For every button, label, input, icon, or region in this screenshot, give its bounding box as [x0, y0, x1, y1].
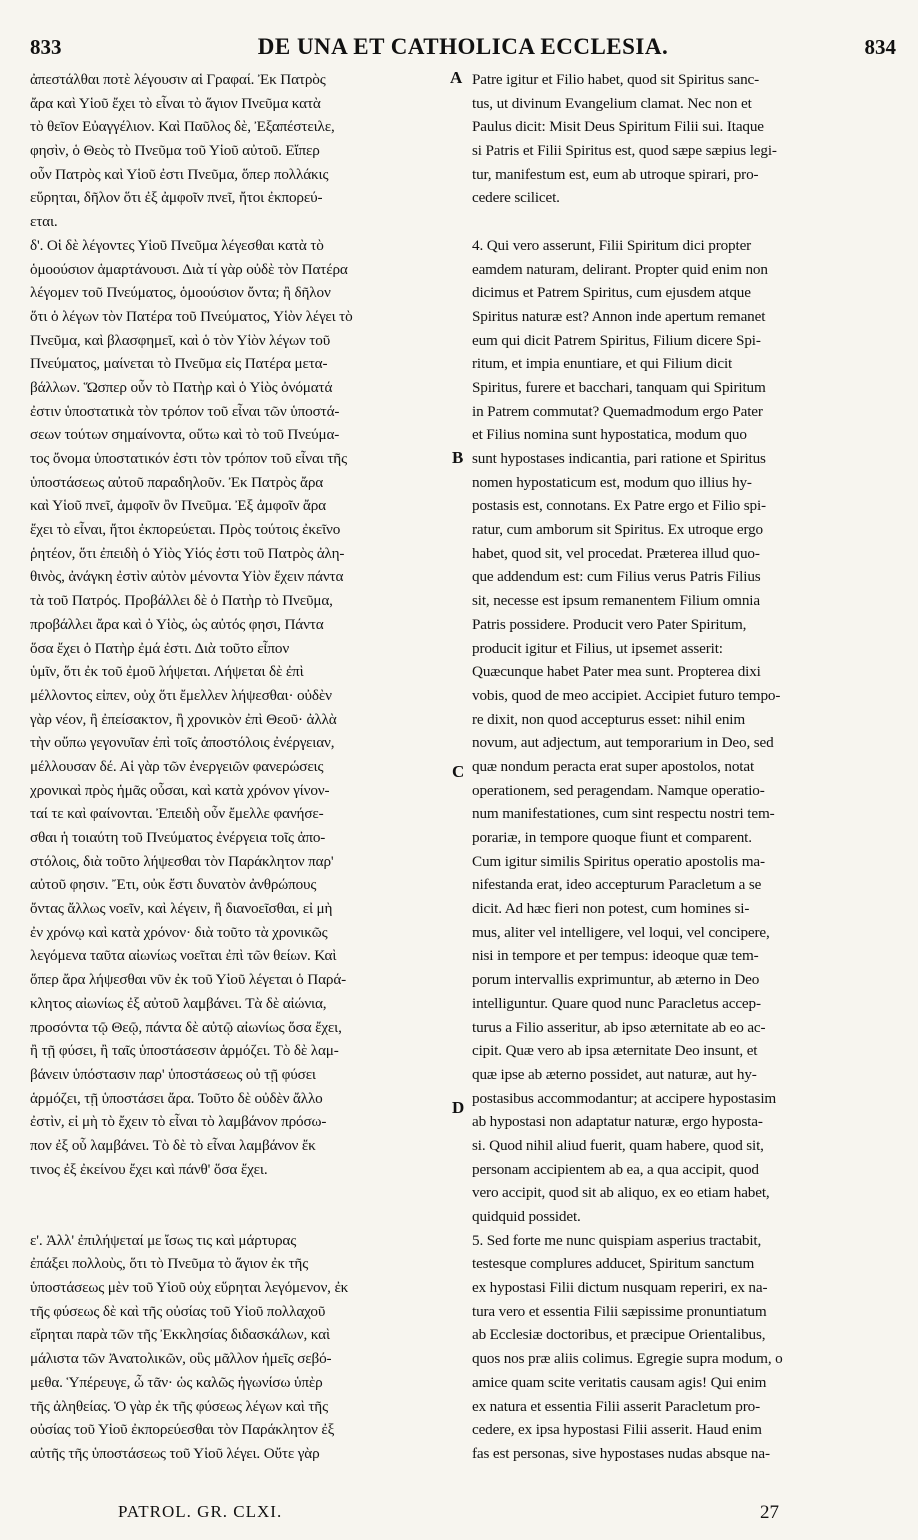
- running-title: DE UNA ET CATHOLICA ECCLESIA.: [257, 34, 669, 59]
- latin-column: [472, 68, 886, 1466]
- latin-text-line: Patris possidere. Producit vero Pater Spiritum,: [472, 615, 747, 633]
- latin-text-line: Spiritus naturæ est? Annon inde apertum remanet: [472, 307, 766, 325]
- greek-text-line: ἐπάξει πολλοὺς, ὅτι τὸ Πνεῦμα τὸ ἅγιον ἐκ τῆς: [30, 1255, 309, 1273]
- greek-text-line: ῥητέον, ὅτι ἐπειδὴ ὁ Υἱὸς Υἱός ἐστι τοῦ Πατρὸς ἀλη-: [30, 544, 345, 562]
- latin-text-line: 4. Qui vero asserunt, Filii Spiritum dici propter: [472, 236, 752, 254]
- greek-text-line: [30, 1205, 460, 1229]
- latin-text-line: Spiritus, furere et bacchari, tanquam qui Spiritum: [472, 378, 766, 396]
- greek-text-line: χρονικαὶ πρὸς ἡμᾶς οὖσαι, καὶ κατὰ χρόνον γίνον-: [30, 781, 330, 799]
- latin-text-line: fas est personas, sive hypostases nudas absque na-: [472, 1444, 770, 1462]
- latin-text-line: 5. Sed forte me nunc quispiam asperius tractabit,: [472, 1231, 762, 1249]
- greek-text-line: μέλλουσαν δέ. Αἱ γὰρ τῶν ἐνεργειῶν φανερώσεις: [30, 757, 324, 775]
- greek-text-line: αὐτῆς τῆς ὑποστάσεως τοῦ Υἱοῦ λέγει. Οὔτε γὰρ: [30, 1444, 320, 1462]
- greek-text-line: λεγόμενα ταῦτα αἰωνίως νοεῖται ἐπὶ τῶν θείων. Καὶ: [30, 947, 337, 965]
- greek-column: [30, 68, 463, 1466]
- greek-text-line: τινος ἐξ ἐκείνου ἔχει καὶ πάνθ' ὅσα ἔχει.: [30, 1160, 268, 1178]
- greek-text-line: κλητος αἰωνίως ἐξ αὐτοῦ λαμβάνει. Τὰ δὲ αἰώνια,: [30, 994, 327, 1012]
- latin-text-line: vero accipit, quod sit ab aliquo, ex eo etiam habet,: [472, 1184, 770, 1202]
- greek-text-line: δ'. Οἱ δὲ λέγοντες Υἱοῦ Πνεῦμα λέγεσθαι κατὰ τὸ: [30, 236, 324, 254]
- latin-text-line: cedere, ex ipsa hypostasi Filii asserit. Haud enim: [472, 1421, 762, 1439]
- greek-text-line: τὸ θεῖον Εὐαγγέλιον. Καὶ Παῦλος δὲ, Ἐξαπέστειλε,: [30, 118, 335, 136]
- printer-signature: PATROL. GR. CLXI.: [118, 1502, 283, 1521]
- greek-text-line: σεων τούτων σημαίνοντα, οὕτω καὶ τὸ τοῦ Πνεύμα-: [30, 426, 340, 444]
- greek-text-line: οὖν Πατρὸς καὶ Υἱοῦ ἐστι Πνεῦμα, ὅπερ πολλάκις: [30, 165, 329, 183]
- greek-text-line: εται.: [30, 213, 58, 231]
- greek-text-line: στόλοις, διὰ τοῦτο λήψεσθαι τὸν Παράκλητον παρ': [30, 852, 334, 870]
- latin-text-line: que addendum est: cum Filius verus Patris Filius: [472, 568, 761, 586]
- greek-text-line: ὅτι ὁ λέγων τὸν Πατέρα τοῦ Πνεύματος, Υἱὸν λέγει τὸ: [30, 307, 353, 325]
- greek-text-line: μεθα. Ὑπέρευγε, ὦ τᾶν· ὡς καλῶς ἠγωνίσω ὑπὲρ: [30, 1373, 323, 1391]
- greek-text-line: ἐστὶν, εἰ μὴ τὸ ἔχειν τὸ εἶναι τὸ λαμβάνον πρόσω-: [30, 1113, 327, 1131]
- latin-text-line: nifestanda erat, ideo accepturum Paracletum a se: [472, 876, 762, 894]
- latin-text-line: sit, necesse est ipsum remanentem Filium omnia: [472, 592, 760, 610]
- greek-text-line: ἔχει τὸ εἶναι, ἤτοι ἐκπορεύεται. Πρὸς τούτοις ἐκεῖνο: [30, 521, 341, 539]
- latin-text-line: si Patris et Filii Spiritus est, quod sæpe sæpius legi-: [472, 142, 777, 160]
- latin-text-line: num manifestationes, cum sint respectu nostri tem-: [472, 805, 775, 823]
- greek-text-line: αὐτοῦ φησιν. Ἔτι, οὐκ ἔστι δυνατὸν ἀνθρώπους: [30, 876, 317, 894]
- margin-marker-c: C: [452, 762, 465, 781]
- greek-text-line: ἢ τῇ φύσει, ἢ ταῖς ὑποστάσεσιν ἁρμόζει. Τὸ δὲ λαμ-: [30, 1042, 339, 1060]
- latin-text-line: ratur, cum amborum sit Spiritus. Ex utroque ergo: [472, 521, 763, 539]
- latin-text-line: novum, aut adjectum, aut temporarium in Deo, sed: [472, 734, 774, 752]
- greek-text-line: ὑποστάσεως αὐτοῦ παραδηλοῦν. Ἐκ Πατρὸς ἄρα: [30, 473, 324, 491]
- greek-text-line: Πνεῦμα, καὶ βλασφημεῖ, καὶ ὁ τὸν Υἱὸν λέγων τοῦ: [30, 331, 331, 349]
- latin-text-line: quidquid possidet.: [472, 1208, 581, 1225]
- greek-text-line: βάνειν ὑπόστασιν παρ' ὑποστάσεως οὐ τῇ φύσει: [30, 1065, 316, 1083]
- greek-text-line: ὁμοούσιον ἁμαρτάνουσι. Διὰ τί γὰρ οὐδὲ τὸν Πατέρα: [30, 260, 348, 278]
- greek-text-line: ἐν χρόνῳ καὶ κατὰ χρόνον· διὰ τοῦτο τὰ χρονικῶς: [30, 923, 328, 941]
- greek-text-line: τὴν οὔπω γεγονυῖαν ἐπὶ τοῖς ἀποστόλοις ἐνέργειαν,: [30, 734, 335, 752]
- latin-text-line: quæ nondum peracta erat super apostolos, notat: [472, 757, 755, 775]
- greek-text-line: [30, 1181, 460, 1205]
- latin-text-line: producit igitur et Filius, ut ipsemet asserit:: [472, 639, 723, 657]
- greek-text-line: εὕρηται, δῆλον ὅτι ἐξ ἀμφοῖν πνεῖ, ἤτοι ἐκπορεύ-: [30, 189, 323, 207]
- page-header: [30, 30, 896, 64]
- latin-text-line: nomen hypostaticum est, modum quo illius hy-: [472, 473, 752, 491]
- latin-text-line: sunt hypostases indicantia, pari ratione et Spiritus: [472, 450, 766, 467]
- greek-text-line: φησὶν, ὁ Θεὸς τὸ Πνεῦμα τοῦ Υἱοῦ αὐτοῦ. Εἴπερ: [30, 142, 320, 160]
- latin-text-line: ab hypostasi non adaptatur naturæ, ergo hyposta-: [472, 1113, 763, 1131]
- latin-text-line: nisi in tempore et per tempus: ideoque quæ tem-: [472, 947, 759, 965]
- latin-text-line: si. Quod nihil aliud fuerit, quam habere, quod sit,: [472, 1136, 764, 1154]
- latin-text-line: operationem, sed peragendam. Namque operatio-: [472, 781, 765, 799]
- latin-text-line: Paulus dicit: Misit Deus Spiritum Filii sui. Itaque: [472, 118, 764, 136]
- latin-text-line: ex hypostasi Filii dictum nusquam reperiri, ex na-: [472, 1279, 768, 1297]
- latin-text-line: habet, quod sit, vel procedat. Præterea illud quo-: [472, 544, 760, 562]
- latin-text-line: quæ ipse ab æterno possidet, aut naturæ, aut hy-: [472, 1065, 757, 1083]
- latin-text-line: cedere scilicet.: [472, 189, 560, 207]
- latin-text-line: et Filius nomina sunt hypostatica, modum quo: [472, 426, 747, 444]
- latin-text-line: dicimus et Patrem Spiritus, cum ejusdem atque: [472, 284, 751, 302]
- greek-text-line: ὑποστάσεως μὲν τοῦ Υἱοῦ οὐχ εὕρηται λεγόμενον, ἐκ: [30, 1279, 349, 1297]
- greek-text-line: εἴρηται παρὰ τῶν τῆς Ἐκκλησίας διδασκάλων, καὶ: [30, 1326, 330, 1344]
- latin-text-line: Patre igitur et Filio habet, quod sit Spiritus sanc-: [472, 71, 760, 88]
- latin-text-line: porariæ, in tempore quoque fiunt et comparent.: [472, 829, 752, 846]
- greek-text-line: ἄρα καὶ Υἱοῦ ἔχει τὸ εἶναι τὸ ἅγιον Πνεῦμα κατὰ: [30, 94, 321, 112]
- latin-text-line: Quæcunque habet Pater mea sunt. Propterea dixi: [472, 663, 761, 681]
- latin-text-line: postasis est, connotans. Ex Patre ergo et Filio spi-: [472, 497, 766, 515]
- greek-text-line: ἁρμόζει, τῇ ὑποστάσει ἄρα. Τοῦτο δὲ οὐδὲν ἄλλο: [30, 1089, 323, 1107]
- latin-text-line: ritum, et impia enuntiare, et qui Filium dicit: [472, 355, 733, 373]
- greek-text-line: σθαι ἡ τοιαύτη τοῦ Πνεύματος ἐνέργεια τοῖς ἀπο-: [30, 829, 326, 846]
- latin-text-line: intelliguntur. Quare quod nunc Paracletus accep-: [472, 994, 761, 1012]
- greek-text-line: θινὸς, ἀνάγκη ἐστὶν αὐτὸν μένοντα Υἱὸν ἔχειν πάντα: [30, 568, 344, 586]
- latin-text-line: Cum igitur similis Spiritus operatio apostolis ma-: [472, 852, 765, 870]
- greek-text-line: καὶ Υἱοῦ πνεῖ, ἀμφοῖν ὂν Πνεῦμα. Ἐξ ἀμφοῖν ἄρα: [30, 497, 326, 515]
- greek-text-line: λέγομεν τοῦ Πνεύματος, ὁμοούσιον ὄντα; ἢ δῆλον: [30, 284, 331, 302]
- greek-text-line: ταί τε καὶ φαίνονται. Ἐπειδὴ οὖν ἔμελλε φανήσε-: [30, 805, 324, 823]
- latin-text-line: testesque complures adducet, Spiritum sanctum: [472, 1255, 755, 1273]
- greek-text-line: ἐστιν ὑποστατικὰ τὸν τρόπον τοῦ εἶναι τῶν ὑποστά-: [30, 402, 340, 420]
- greek-text-line: ἀπεστάλθαι ποτὲ λέγουσιν αἱ Γραφαί. Ἐκ Πατρὸς: [30, 71, 326, 88]
- latin-text-line: dicit. Ad hæc fieri non potest, cum homines si-: [472, 900, 750, 918]
- greek-text-line: προσόντα τῷ Θεῷ, πάντα δὲ αὐτῷ αἰωνίως ὅσα ἔχει,: [30, 1018, 342, 1036]
- latin-text-line: tura vero et essentia Filii sæpissime pronuntiatum: [472, 1302, 767, 1320]
- greek-text-line: τῆς ἀληθείας. Ὁ γὰρ ἐκ τῆς φύσεως λέγων καὶ τῆς: [30, 1397, 328, 1415]
- greek-text-line: πον ἐξ οὗ λαμβάνει. Τὸ δὲ τὸ εἶναι λαμβάνον ἔκ: [30, 1136, 316, 1154]
- greek-text-line: τος ὄνομα ὑποστατικόν ἐστι τὸν τρόπον τοῦ εἶναι τῆς: [30, 450, 347, 467]
- latin-text-line: ex natura et essentia Filii asserit Paracletum pro-: [472, 1397, 760, 1415]
- latin-text-line: eum qui dicit Patrem Spiritus, Filium dicere Spi-: [472, 331, 761, 349]
- latin-text-line: in Patrem commutat? Quemadmodum ergo Pater: [472, 402, 763, 420]
- greek-text-line: οὐσίας τοῦ Υἱοῦ ἐκπορεύεσθαι τὸν Παράκλητον ἐξ: [30, 1421, 335, 1439]
- latin-text-line: quos nos præ aliis colimus. Egregie supra modum, o: [472, 1350, 783, 1368]
- sheet-number: 27: [760, 1502, 779, 1523]
- latin-text-line: porum intervallis exprimuntur, ab æterno in Deo: [472, 971, 760, 989]
- greek-text-line: μέλλοντος εἰπεν, οὐχ ὅτι ἔμελλεν λήψεσθαι· οὐδὲν: [30, 686, 332, 704]
- latin-text-line: tur, manifestum est, eum ab utroque spirari, pro-: [472, 165, 759, 183]
- page-number-left: 833: [30, 34, 62, 59]
- latin-text-line: mus, aliter vel intelligere, vel loqui, vel concipere,: [472, 923, 770, 941]
- latin-text-line: vobis, quod de meo accipiet. Accipiet futuro tempo-: [472, 686, 781, 704]
- latin-text-line: cipit. Quæ vero ab ipsa æternitate Deo insunt, et: [472, 1042, 758, 1060]
- margin-marker-a: A: [450, 68, 463, 87]
- greek-text-line: τὰ τοῦ Πατρός. Προβάλλει δὲ ὁ Πατὴρ τὸ Πνεῦμα,: [30, 592, 333, 610]
- margin-marker-b: B: [452, 448, 464, 467]
- latin-text-line: personam accipientem ab ea, a qua accipit, quod: [472, 1160, 759, 1178]
- greek-text-line: ὅσα ἔχει ὁ Πατὴρ ἐμά ἐστι. Διὰ τοῦτο εἶπον: [30, 639, 290, 657]
- latin-text-line: re dixit, non quod accepturus esset: nihil enim: [472, 710, 746, 728]
- latin-text-line: [472, 210, 886, 234]
- greek-text-line: βάλλων. Ὥσπερ οὖν τὸ Πατὴρ καὶ ὁ Υἱὸς ὀνόματά: [30, 378, 333, 396]
- greek-text-line: μάλιστα τῶν Ἀνατολικῶν, οὓς μᾶλλον ἡμεῖς σεβό-: [30, 1350, 332, 1368]
- page-number-right: 834: [864, 34, 896, 59]
- latin-text-line: turus a Filio asseritur, ab ipso æternitate ab eo ac-: [472, 1018, 766, 1036]
- latin-text-line: ab Ecclesiæ doctoribus, et præcipue Orientalibus,: [472, 1326, 766, 1344]
- greek-text-line: ὑμῖν, ὅτι ἐκ τοῦ ἐμοῦ λήψεται. Λήψεται δὲ ἐπὶ: [30, 663, 304, 681]
- latin-text-line: amice quam scite veritatis causam agis! Qui enim: [472, 1373, 767, 1391]
- greek-text-line: προβάλλει ἄρα καὶ ὁ Υἱὸς, ὡς αὐτός φησι, Πάντα: [30, 615, 324, 633]
- greek-text-line: τῆς φύσεως δὲ καὶ τῆς οὐσίας τοῦ Υἱοῦ πολλαχοῦ: [30, 1302, 326, 1320]
- latin-text-line: eamdem naturam, delirant. Propter quid enim non: [472, 260, 768, 278]
- greek-text-line: ὄντας ἄλλως νοεῖν, καὶ λέγειν, ἢ διανοεῖσθαι, εἰ μὴ: [30, 900, 333, 918]
- margin-marker-d: D: [452, 1098, 465, 1117]
- latin-text-line: tus, ut divinum Evangelium clamat. Nec non et: [472, 94, 752, 112]
- latin-text-line: postasibus accommodantur; at accipere hypostasim: [472, 1089, 777, 1107]
- greek-text-line: ὅπερ ἄρα λήψεσθαι νῦν ἐκ τοῦ Υἱοῦ λέγεται ὁ Παρά-: [30, 971, 347, 989]
- greek-text-line: γὰρ νέον, ἢ ἐπείσακτον, ἢ χρονικὸν ἐπὶ Θεοῦ· ἀλλὰ: [30, 710, 337, 728]
- greek-text-line: ε'. Ἀλλ' ἐπιλήψεταί με ἴσως τις καὶ μάρτυρας: [30, 1231, 297, 1249]
- greek-text-line: Πνεύματος, μαίνεται τὸ Πνεῦμα εἰς Πατέρα μετα-: [30, 355, 328, 373]
